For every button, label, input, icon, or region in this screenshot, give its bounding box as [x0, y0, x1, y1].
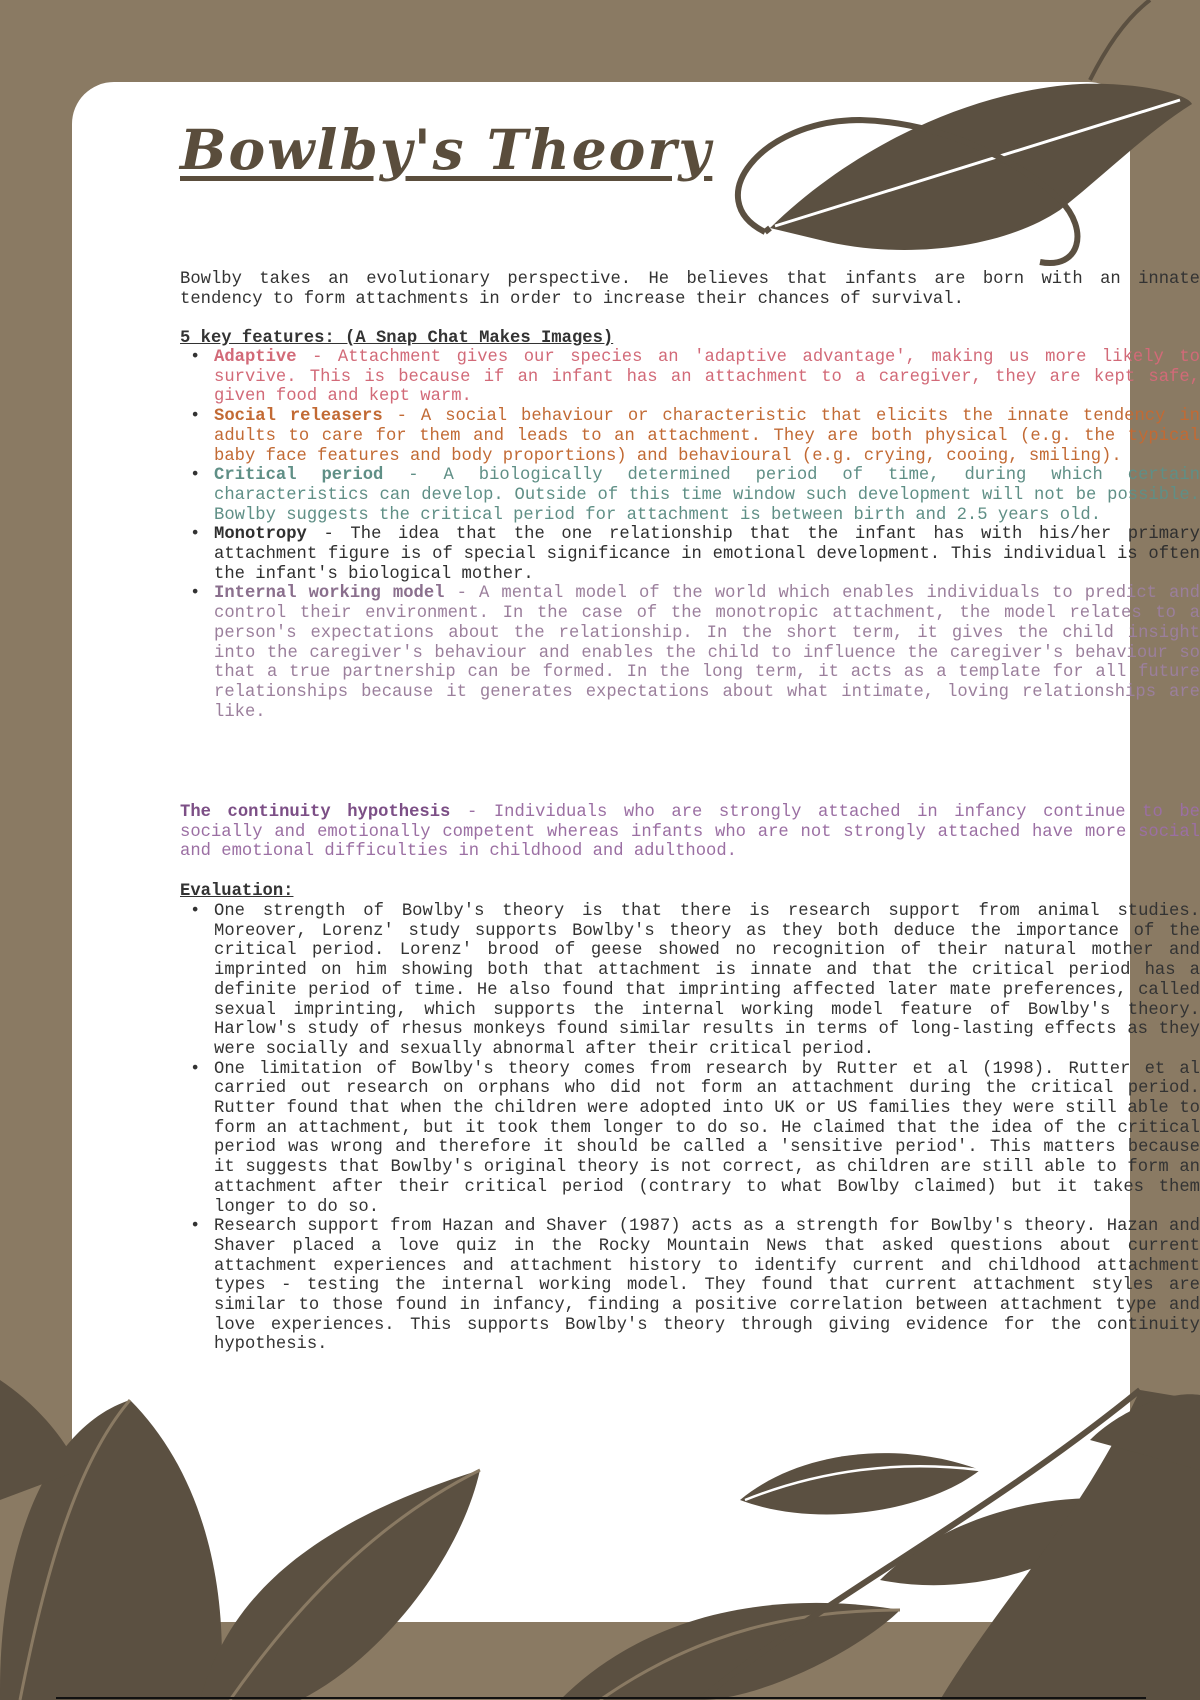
list-item	[180, 525, 1200, 584]
list-item	[180, 584, 1200, 722]
list-item	[180, 348, 1200, 407]
feature-description: - A social behaviour or characteristic that elicits the innate tendency in adults to care for them and leads to an attachment. They are both physical (e.g. the typical baby face features and body proportions) and behavioural (e.g. crying, cooing, smiling).	[214, 407, 1200, 466]
feature-description: - A mental model of the world which enables individuals to predict and control their environment. In the case of the monotropic attachment, the model relates to a person's expectations about the relationship. In the short term, it gives the child insight into the caregiver's behaviour and enables the child to influence the caregiver's behaviour so that a true partnership can be formed. In the long term, it acts as a template for all future relationships because it generates expectations about what intimate, loving relationships are like.	[214, 584, 1200, 722]
continuity-paragraph	[180, 803, 1200, 862]
intro-paragraph: Bowlby takes an evolutionary perspective. He believes that infants are born with an innate tendency to form attachments in order to increase their chances of survival.	[180, 270, 1200, 309]
feature-term: Social releasers	[214, 407, 383, 427]
feature-term: Internal working model	[214, 584, 445, 604]
key-features-list	[180, 348, 1200, 722]
page-title: Bowlby's Theory	[180, 117, 713, 182]
feature-description: - Attachment gives our species an 'adaptive advantage', making us more likely to survive. This is because if an infant has an attachment to a caregiver, they are kept safe, given food and kept warm.	[214, 348, 1200, 407]
bottom-divider	[56, 1697, 1146, 1699]
list-item	[180, 466, 1200, 525]
list-item: • One limitation of Bowlby's theory comes from research by Rutter et al (1998). Rutter et al carried out research on orphans who did not form an attachment during the critical period. Rutter found that when the children were adopted into UK or US families they were still able to form an attachment, but it took them longer to do so. He claimed that the idea of the critical period was wrong and therefore it should be called a 'sensitive period'. This matters because it suggests that Bowlby's original theory is not correct, as children are still able to form an attachment after their critical period (contrary to what Bowlby claimed) but it takes them longer to do so.	[180, 1060, 1200, 1218]
key-features-heading: 5 key features: (A Snap Chat Makes Images)	[180, 329, 614, 348]
list-item	[180, 407, 1200, 466]
feature-description: - A biologically determined period of time, during which certain characteristics can develop. Outside of this time window such development will not be possible. Bowlby suggests the critical period for attachment is between birth and 2.5 years old.	[214, 466, 1200, 525]
feature-term: Monotropy	[214, 525, 307, 545]
feature-term: Critical period	[214, 466, 384, 486]
continuity-term: The continuity hypothesis	[180, 803, 451, 822]
evaluation-heading: Evaluation:	[180, 882, 294, 901]
feature-term: Adaptive	[214, 348, 297, 367]
feature-description: - The idea that the one relationship that the infant has with his/her primary attachment figure is of special significance in emotional development. This individual is often the infant's biological mother.	[214, 525, 1200, 584]
list-item: • One strength of Bowlby's theory is that there is research support from animal studies. Moreover, Lorenz' study supports Bowlby's theory as they both deduce the importance of the critical period. Lorenz' brood of geese showed no recognition of their natural mother and imprinted on him showing both that attachment is innate and that the critical period has a definite period of time. He also found that imprinting affected later mate preferences, called sexual imprinting, which supports the internal working model feature of Bowlby's theory. Harlow's study of rhesus monkeys found similar results in terms of long-lasting effects as they were socially and sexually abnormal after their critical period.	[180, 902, 1200, 1060]
continuity-description: - Individuals who are strongly attached in infancy continue to be socially and emotionally competent whereas infants who are not strongly attached have more social and emotional difficulties in childhood and adulthood.	[180, 803, 1200, 862]
list-item: • Research support from Hazan and Shaver (1987) acts as a strength for Bowlby's theory. Hazan and Shaver placed a love quiz in the Rocky Mountain News that asked questions about current attachment experiences and attachment history to identify current and childhood attachment types - testing the internal working model. They found that current attachment styles are similar to those found in infancy, finding a positive correlation between attachment type and love experiences. This supports Bowlby's theory through giving evidence for the continuity hypothesis.	[180, 1217, 1200, 1355]
evaluation-list	[180, 902, 1200, 1355]
